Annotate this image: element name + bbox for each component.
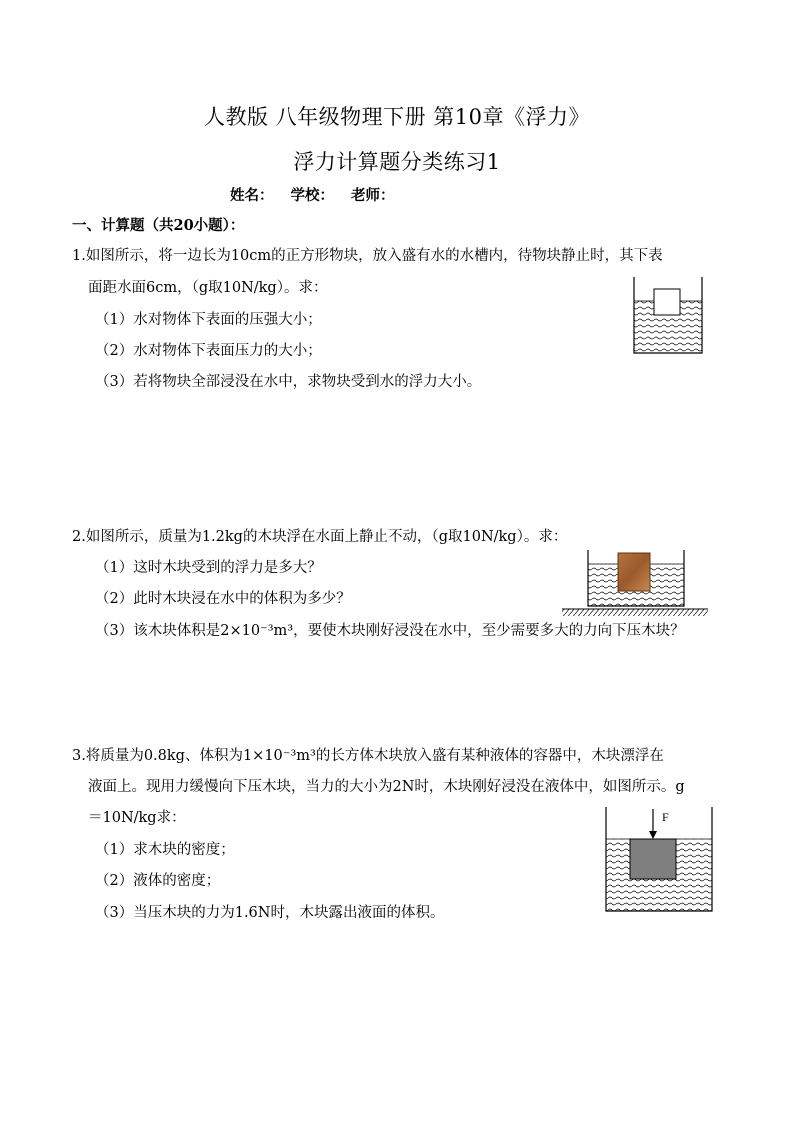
q2-ground bbox=[562, 609, 708, 616]
q1-figure-water-tank bbox=[630, 275, 710, 357]
q3-sub3: （3）当压木块的力为1.6N时，木块露出液面的体积。 bbox=[95, 905, 445, 921]
q2-wood-block bbox=[618, 553, 650, 591]
q1-sub2: （2）水对物体下表面压力的大小； bbox=[95, 343, 322, 359]
teacher-field-label: 老师： bbox=[351, 187, 395, 204]
q3-force-label: F bbox=[662, 810, 669, 824]
q1-sub3: （3）若将物块全部浸没在水中，求物块受到水的浮力大小。 bbox=[95, 374, 482, 390]
q3-line3: ＝10N/kg求： bbox=[88, 810, 186, 826]
school-field-label: 学校： bbox=[290, 187, 334, 204]
section-heading: 一、计算题（共20小题）： bbox=[72, 217, 245, 234]
q1-line1: 1.如图所示，将一边长为10cm的正方形物块，放入盛有水的水槽内，待物块静止时，其下表 bbox=[72, 248, 663, 264]
q3-sub2: （2）液体的密度； bbox=[95, 873, 221, 889]
q3-line1: 3.将质量为0.8kg、体积为1×10⁻³m³的长方体木块放入盛有某种液体的容器中，木块漂浮在 bbox=[72, 748, 664, 764]
q3-figure-pressed-block bbox=[600, 805, 720, 915]
q2-sub3: （3）该木块体积是2×10⁻³m³，要使木块刚好浸没在水中，至少需要多大的力向下压木块？ bbox=[95, 623, 685, 639]
q3-line2: 液面上。现用力缓慢向下压木块，当力的大小为2N时，木块刚好浸没在液体中，如图所示。g bbox=[88, 779, 685, 795]
q2-line1: 2.如图所示，质量为1.2kg的木块浮在水面上静止不动，（g取10N/kg）。求： bbox=[72, 529, 568, 545]
q1-cube bbox=[654, 289, 680, 315]
q1-line2: 面距水面6cm，（g取10N/kg）。求： bbox=[88, 280, 328, 296]
q2-sub2: （2）此时木块浸在水中的体积为多少？ bbox=[95, 591, 351, 607]
q3-block bbox=[630, 839, 676, 879]
page-subtitle: 浮力计算题分类练习1 bbox=[293, 150, 501, 174]
student-info bbox=[230, 184, 412, 205]
q1-sub1: （1）水对物体下表面的压强大小； bbox=[95, 312, 322, 328]
name-field-label: 姓名： bbox=[230, 187, 274, 204]
page-title: 人教版 八年级物理下册 第10章《浮力》 bbox=[203, 105, 591, 129]
q2-sub1: （1）这时木块受到的浮力是多大？ bbox=[95, 560, 322, 576]
q3-sub1: （1）求木块的密度； bbox=[95, 842, 235, 858]
q2-figure-floating-wood bbox=[560, 548, 710, 618]
